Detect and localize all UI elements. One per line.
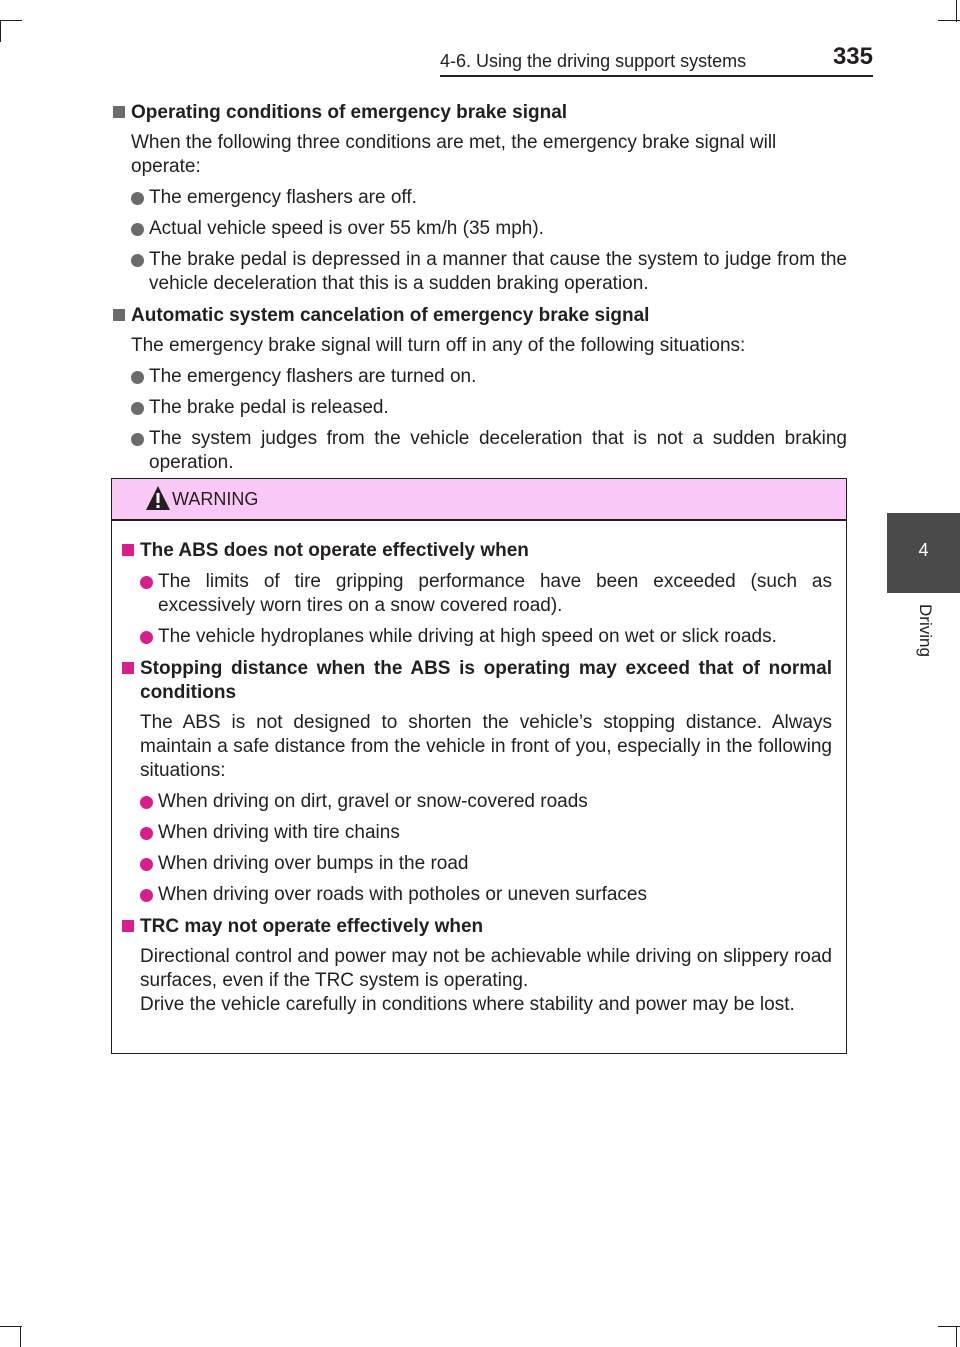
square-bullet-icon xyxy=(122,920,134,932)
list-item: The vehicle hydroplanes while driving at high speed on wet or slick roads. xyxy=(120,625,832,649)
square-bullet-icon xyxy=(122,544,134,556)
list-item: The emergency flashers are off. xyxy=(111,186,847,210)
warning-heading: Stopping distance when the ABS is operating may exceed that of normal conditions xyxy=(120,657,832,705)
list-item: When driving with tire chains xyxy=(120,821,832,845)
section-title: 4-6. Using the driving support systems xyxy=(440,51,747,71)
list-item: The system judges from the vehicle deceleration that is not a sudden braking operation. xyxy=(111,427,847,475)
paragraph: Drive the vehicle carefully in conditions where stability and power may be lost. xyxy=(140,994,795,1015)
chapter-label: Driving xyxy=(916,604,935,657)
crop-mark xyxy=(956,1326,957,1347)
bullet-dot-icon xyxy=(131,433,144,446)
crop-mark xyxy=(0,20,1,42)
chapter-tab xyxy=(887,513,960,593)
square-bullet-icon xyxy=(122,662,134,674)
running-head xyxy=(440,43,873,79)
bullet-dot-icon xyxy=(140,827,153,840)
paragraph: Directional control and power may not be achievable while driving on slippery road surfaces, even if the TRC system is operating. xyxy=(140,946,832,991)
bullet-dot-icon xyxy=(140,631,153,644)
bullet-dot-icon xyxy=(140,889,153,902)
warning-header xyxy=(112,479,846,521)
bullet-dot-icon xyxy=(131,371,144,384)
section-heading: Automatic system cancelation of emergency brake signal xyxy=(111,304,847,328)
paragraph: The emergency brake signal will turn off in any of the following situations: xyxy=(131,335,746,356)
bullet-dot-icon xyxy=(140,796,153,809)
crop-mark xyxy=(0,1326,22,1327)
bullet-dot-icon xyxy=(131,223,144,236)
crop-mark xyxy=(956,0,957,22)
bullet-dot-icon xyxy=(131,192,144,205)
warning-title: WARNING xyxy=(172,489,259,509)
crop-mark xyxy=(0,20,22,21)
paragraph: When the following three conditions are met, the emergency brake signal will operate: xyxy=(131,132,777,177)
list-item: When driving over roads with potholes or uneven surfaces xyxy=(120,883,832,907)
bullet-dot-icon xyxy=(140,576,153,589)
square-bullet-icon xyxy=(113,309,125,321)
list-item: The brake pedal is released. xyxy=(111,396,847,420)
bullet-dot-icon xyxy=(131,402,144,415)
crop-mark xyxy=(20,1326,21,1347)
main-content xyxy=(111,95,847,475)
warning-triangle-icon xyxy=(145,485,171,511)
list-item: The limits of tire gripping performance have been exceeded (such as excessively worn tires on a snow covered road). xyxy=(120,570,832,618)
warning-heading: The ABS does not operate effectively when xyxy=(120,539,832,563)
warning-body xyxy=(112,521,846,1017)
section-heading: Operating conditions of emergency brake signal xyxy=(111,101,847,125)
header-rule xyxy=(440,75,873,77)
list-item: Actual vehicle speed is over 55 km/h (35 mph). xyxy=(111,217,847,241)
list-item: When driving on dirt, gravel or snow-covered roads xyxy=(120,790,832,814)
warning-box xyxy=(111,478,847,1054)
square-bullet-icon xyxy=(113,106,125,118)
crop-mark xyxy=(938,20,960,21)
page-number: 335 xyxy=(832,43,873,70)
paragraph: The ABS is not designed to shorten the vehicle’s stopping distance. Always maintain a safe distance from the vehicle in front of you, especially in the following situations: xyxy=(140,712,832,781)
bullet-dot-icon xyxy=(140,858,153,871)
list-item: The emergency flashers are turned on. xyxy=(111,365,847,389)
chapter-number: 4 xyxy=(918,540,929,560)
list-item: The brake pedal is depressed in a manner that cause the system to judge from the vehicle deceleration that this is a sudden braking operation. xyxy=(111,248,847,296)
warning-heading: TRC may not operate effectively when xyxy=(120,915,832,939)
list-item: When driving over bumps in the road xyxy=(120,852,832,876)
bullet-dot-icon xyxy=(131,254,144,267)
